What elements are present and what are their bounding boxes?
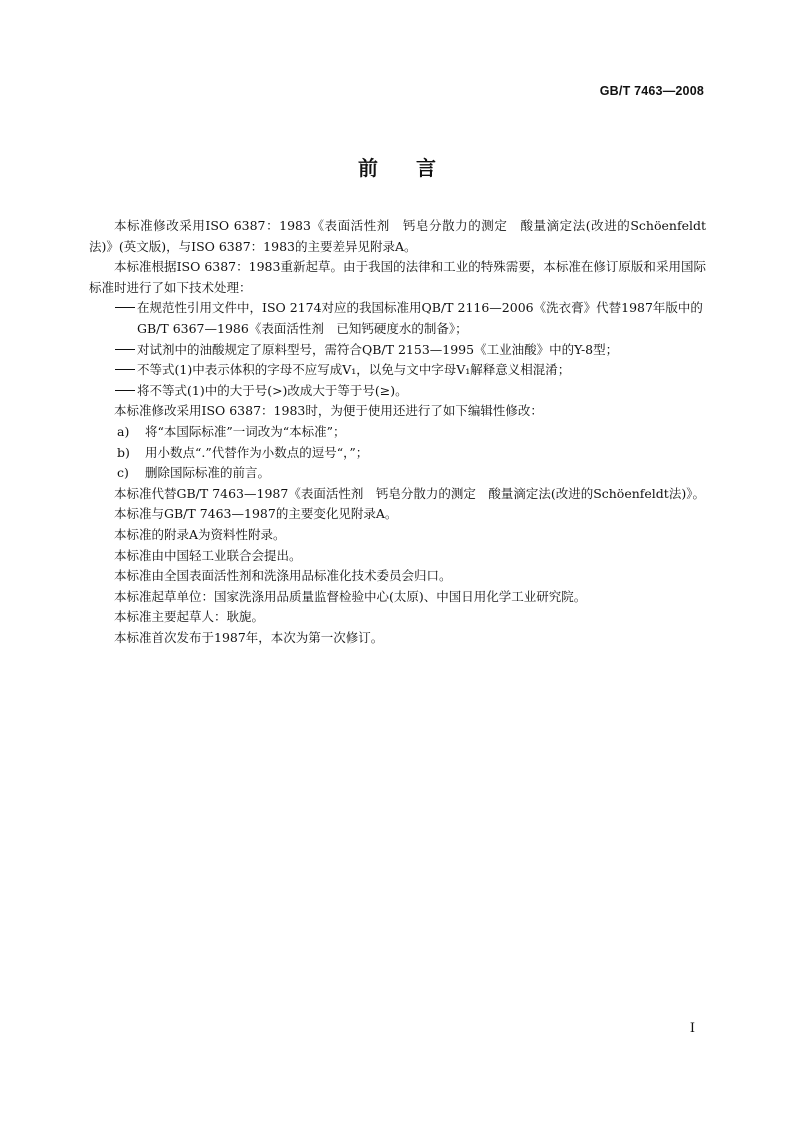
foreword-body [89, 216, 706, 648]
paragraph-replaces: 本标准代替GB/T 7463—1987《表面活性剂 钙皂分散力的测定 酸量滴定法(改进的Schöenfeldt法)》。 [114, 485, 705, 501]
paragraph-under-jurisdiction: 本标准由全国表面活性剂和洗涤用品标准化技术委员会归口。 [114, 568, 452, 584]
paragraph-drafting-units: 本标准起草单位：国家洗涤用品质量监督检验中心(太原)、中国日用化学工业研究院。 [114, 588, 587, 604]
list-item [89, 422, 706, 443]
dash-item-text: 不等式(1)中表示体积的字母不应写成V₁，以免与文中字母V₁解释意义相混淆； [137, 362, 571, 378]
em-dash-marker [115, 298, 137, 319]
dash-item [89, 381, 706, 402]
page-number: I [689, 1021, 695, 1036]
paragraph-history: 本标准首次发布于1987年，本次为第一次修订。 [114, 629, 384, 645]
dash-item-text: 在规范性引用文件中，ISO 2174对应的我国标准用QB/T 2116—2006《洗衣膏》代替1987年版中的GB/T 6367—1986《表面活性剂 已知钙硬度水的制备》； [137, 300, 703, 336]
list-item-text: 删除国际标准的前言。 [145, 465, 271, 481]
list-item-label: a) [117, 423, 130, 439]
dash-item [89, 298, 706, 339]
paragraph-adoption: 本标准修改采用ISO 6387：1983《表面活性剂 钙皂分散力的测定 酸量滴定法(改进的Schöenfeldt法)》(英文版)，与ISO 6387：1983的主要差异见附录A。 [89, 218, 706, 254]
paragraph-main-changes: 本标准与GB/T 7463—1987的主要变化见附录A。 [114, 506, 398, 522]
dash-item-text: 对试剂中的油酸规定了原料型号，需符合QB/T 2153—1995《工业油酸》中的Y-8型； [137, 341, 619, 357]
dash-item [89, 340, 706, 361]
paragraph-drafters: 本标准主要起草人：耿旎。 [114, 609, 265, 625]
list-item-label: c) [117, 465, 129, 481]
list-item-label: b) [117, 444, 130, 460]
standard-code: GB/T 7463—2008 [599, 84, 704, 98]
page-title: 前言 [358, 156, 474, 180]
dash-item-text: 将不等式(1)中的大于号(>)改成大于等于号(≥)。 [137, 382, 408, 398]
list-item [89, 463, 706, 484]
paragraph-redrafting: 本标准根据ISO 6387：1983重新起草。由于我国的法律和工业的特殊需要，本标准在修订原版和采用国际标准时进行了如下技术处理： [89, 259, 706, 295]
list-item-text: 将“本国际标准”一词改为“本标准”； [145, 423, 346, 439]
em-dash-marker [115, 360, 137, 381]
list-item [89, 443, 706, 464]
list-item-text: 用小数点“.”代替作为小数点的逗号“，”； [145, 444, 369, 460]
paragraph-editorial-changes: 本标准修改采用ISO 6387：1983时，为便于使用还进行了如下编辑性修改： [114, 403, 543, 419]
em-dash-marker [115, 381, 137, 402]
paragraph-proposed-by: 本标准由中国轻工业联合会提出。 [114, 547, 302, 563]
dash-item [89, 360, 706, 381]
em-dash-marker [115, 340, 137, 361]
paragraph-annex: 本标准的附录A为资料性附录。 [114, 526, 286, 542]
